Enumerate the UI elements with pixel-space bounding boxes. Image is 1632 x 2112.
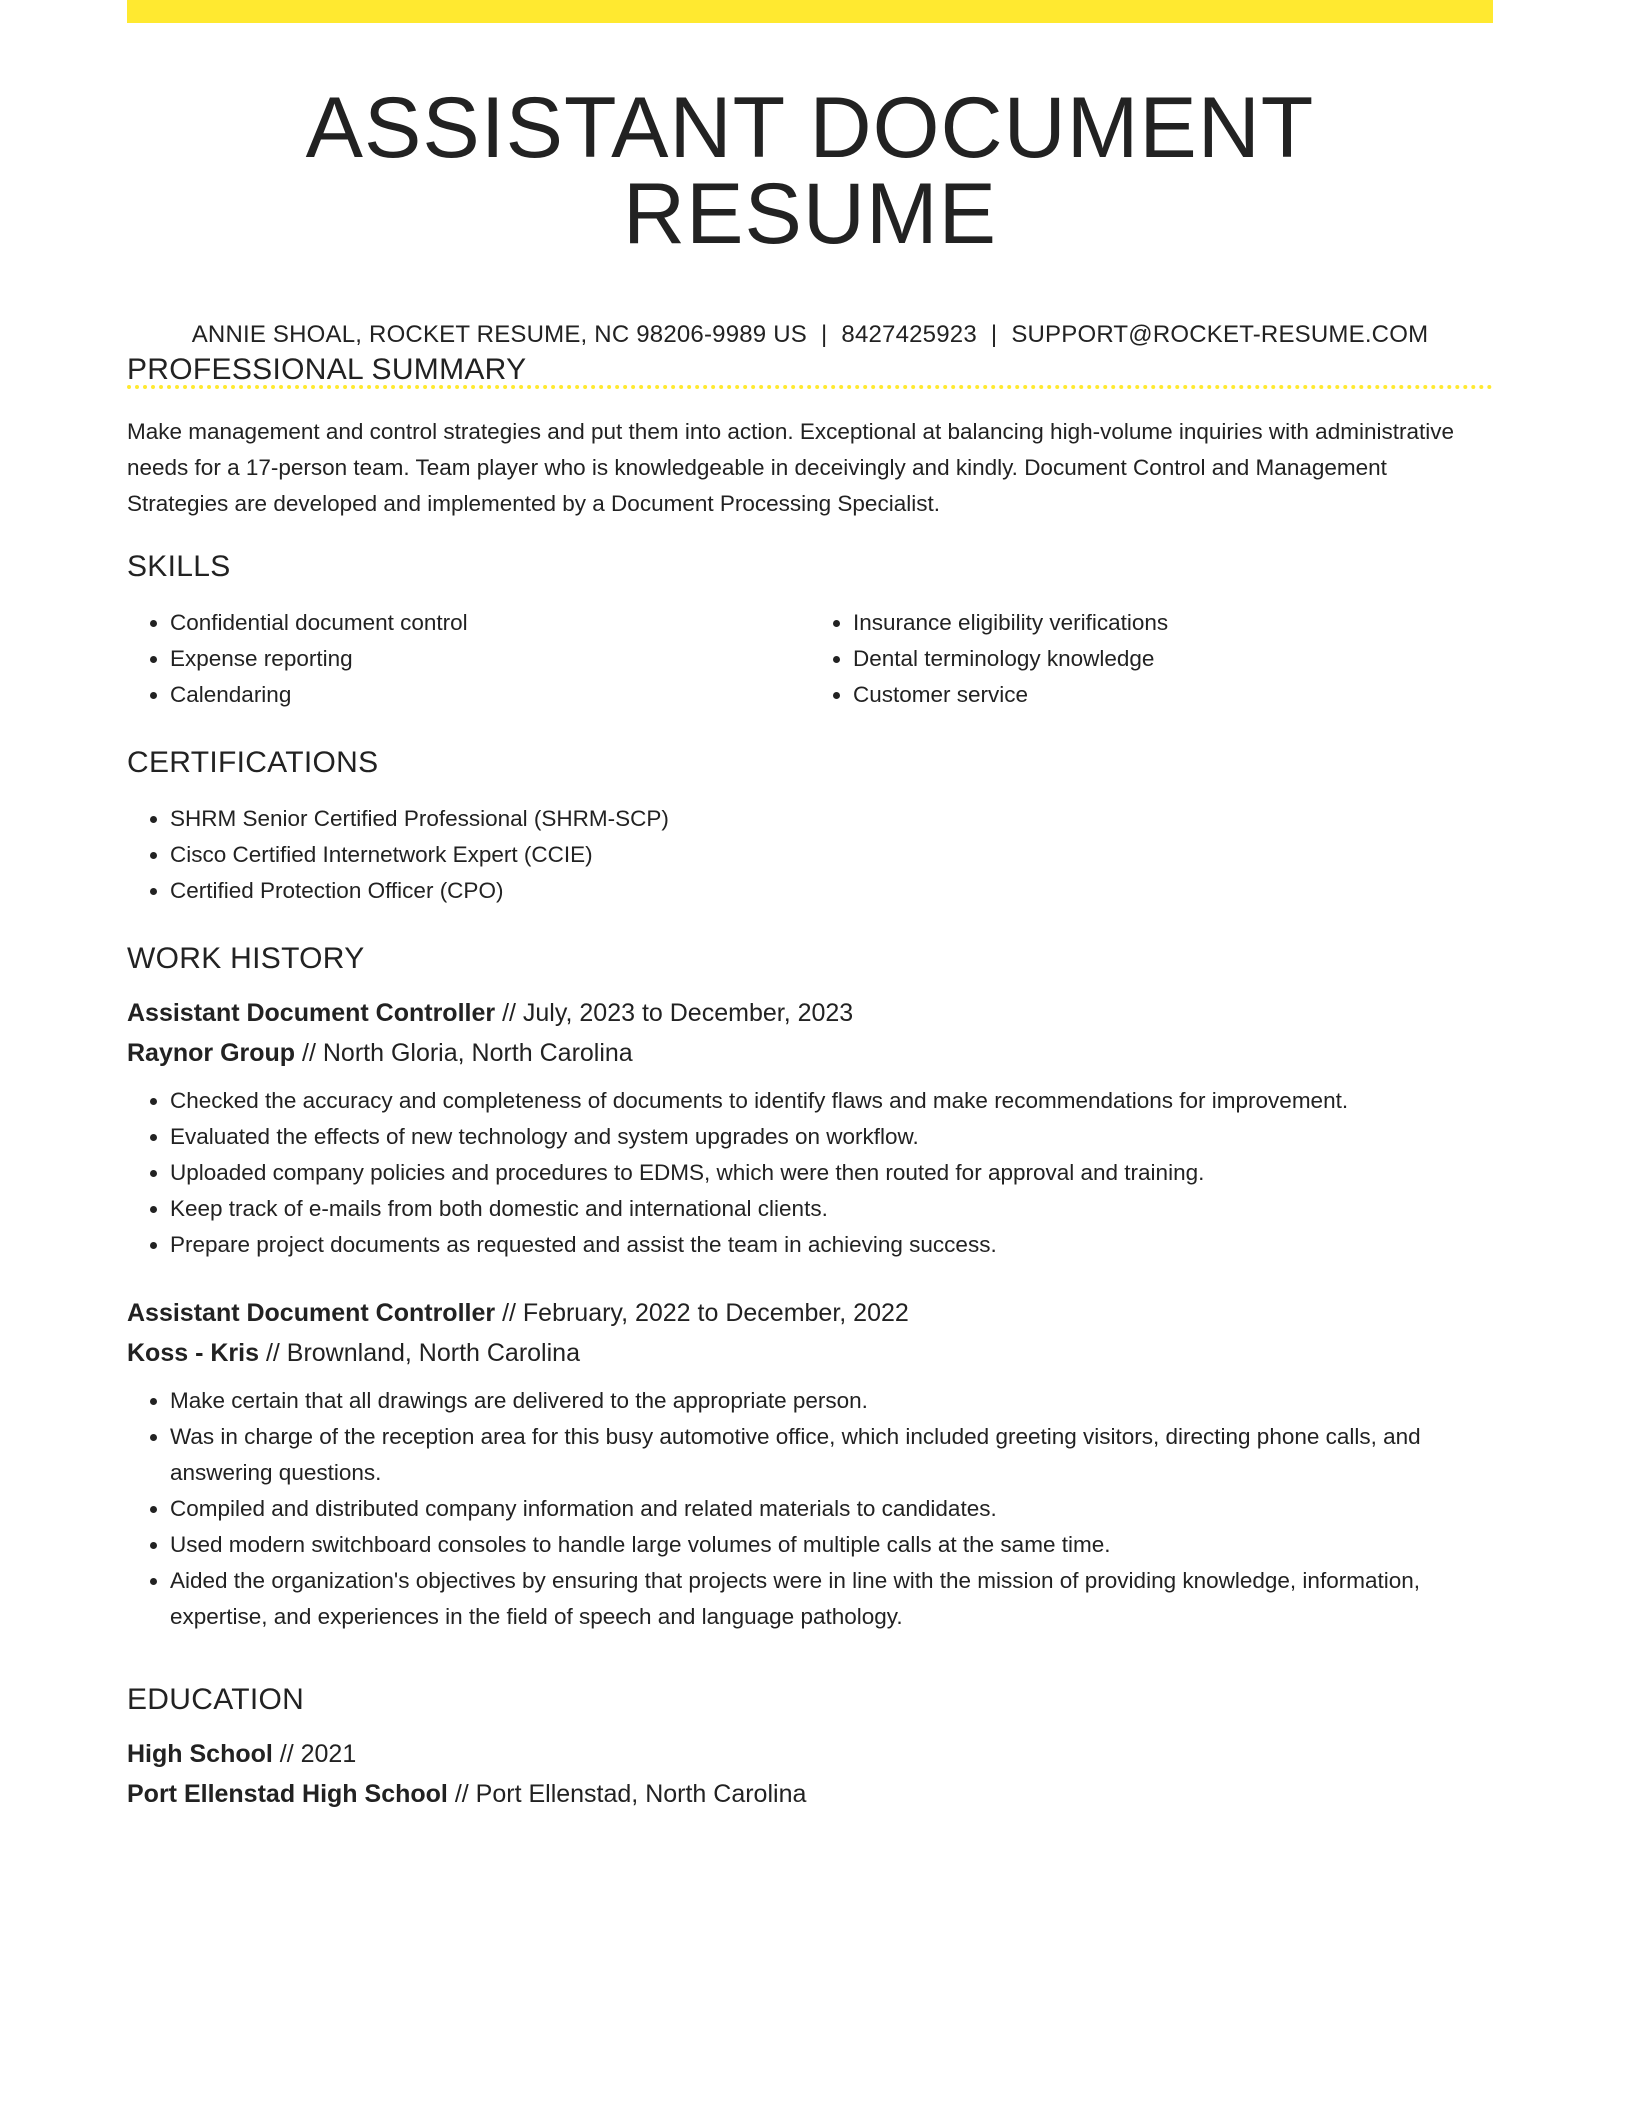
job-bullet: • Checked the accuracy and completeness of documents to identify flaws and make recommendations for improvement. — [170, 1083, 1493, 1119]
education-degree: High School — [127, 1740, 273, 1768]
job-company-line — [127, 1333, 1493, 1373]
job-bullet: • Was in charge of the reception area for this busy automotive office, which included greeting visitors, directing phone calls, and answering questions. — [170, 1419, 1493, 1491]
education-year: // 2021 — [279, 1740, 357, 1768]
skills-list-right — [810, 605, 1493, 713]
job-bullets — [127, 1383, 1493, 1635]
certification-item: • SHRM Senior Certified Professional (SHRM-SCP) — [170, 801, 1493, 837]
job-bullet: • Compiled and distributed company information and related materials to candidates. — [170, 1491, 1493, 1527]
contact-line — [127, 321, 1493, 349]
job-title-line — [127, 993, 1493, 1033]
job-bullet: • Used modern switchboard consoles to handle large volumes of multiple calls at the same time. — [170, 1527, 1493, 1563]
education-school: Port Ellenstad High School — [127, 1780, 448, 1808]
job-bullet: • Evaluated the effects of new technology and system upgrades on workflow. — [170, 1119, 1493, 1155]
section-heading-education: EDUCATION — [127, 1683, 305, 1716]
job-bullet: • Make certain that all drawings are delivered to the appropriate person. — [170, 1383, 1493, 1419]
resume-title: ASSISTANT DOCUMENT RESUME — [305, 80, 1315, 262]
education-school-line — [127, 1774, 1493, 1814]
accent-top-bar — [127, 0, 1493, 23]
skill-item: • Customer service — [853, 677, 1493, 713]
skill-item: • Calendaring — [170, 677, 810, 713]
job-dates: // February, 2022 to December, 2022 — [502, 1299, 909, 1327]
work-history-section — [127, 941, 1493, 1635]
job-title-line — [127, 1293, 1493, 1333]
job-title: Assistant Document Controller — [127, 1299, 496, 1327]
skill-item: • Expense reporting — [170, 641, 810, 677]
job-entry — [127, 1293, 1493, 1635]
certifications-list — [127, 801, 1493, 909]
job-company: Koss - Kris — [127, 1339, 259, 1367]
job-company-line — [127, 1033, 1493, 1073]
certification-item: • Cisco Certified Internetwork Expert (CCIE) — [170, 837, 1493, 873]
contact-address: ANNIE SHOAL, ROCKET RESUME, NC 98206-9989 US — [191, 321, 807, 348]
certification-item: • Certified Protection Officer (CPO) — [170, 873, 1493, 909]
section-heading-certifications: CERTIFICATIONS — [127, 746, 379, 779]
contact-phone: 8427425923 — [841, 321, 977, 348]
skills-section — [127, 549, 1493, 713]
skill-item: • Insurance eligibility verifications — [853, 605, 1493, 641]
skill-item: • Dental terminology knowledge — [853, 641, 1493, 677]
section-heading-skills: SKILLS — [127, 550, 231, 583]
job-location: // Brownland, North Carolina — [265, 1339, 580, 1367]
job-bullet: • Aided the organization's objectives by ensuring that projects were in line with the mission of providing knowledge, information, expertise, and experiences in the field of speech and language pathology. — [170, 1563, 1493, 1635]
section-heading-summary: PROFESSIONAL SUMMARY — [127, 353, 527, 386]
skills-list-left — [127, 605, 810, 713]
education-section — [127, 1682, 1493, 1814]
job-entry — [127, 993, 1493, 1263]
job-dates: // July, 2023 to December, 2023 — [502, 999, 854, 1027]
job-location: // North Gloria, North Carolina — [302, 1039, 633, 1067]
summary-text: Make management and control strategies and put them into action. Exceptional at balancing high-volume inquiries with administrative needs for a 17-person team. Team player who is knowledgeable in deceivingly and kindly. Document Control and Management Strategies are developed and implemented by a Document Processing Specialist. — [127, 419, 1454, 516]
job-bullet: • Prepare project documents as requested and assist the team in achieving success. — [170, 1227, 1493, 1263]
section-heading-work: WORK HISTORY — [127, 942, 365, 975]
education-degree-line — [127, 1734, 1493, 1774]
certifications-section — [127, 745, 1493, 909]
contact-separator: | — [820, 321, 828, 348]
skill-item: • Confidential document control — [170, 605, 810, 641]
job-title: Assistant Document Controller — [127, 999, 496, 1027]
skills-grid — [127, 605, 1493, 713]
resume-page — [127, 0, 1493, 1808]
job-bullet: • Keep track of e-mails from both domestic and international clients. — [170, 1191, 1493, 1227]
contact-separator: | — [990, 321, 998, 348]
job-bullets — [127, 1083, 1493, 1263]
education-location: // Port Ellenstad, North Carolina — [454, 1780, 807, 1808]
summary-section — [127, 352, 1493, 522]
job-bullet: • Uploaded company policies and procedures to EDMS, which were then routed for approval and training. — [170, 1155, 1493, 1191]
job-company: Raynor Group — [127, 1039, 296, 1067]
contact-email: SUPPORT@ROCKET-RESUME.COM — [1011, 321, 1429, 348]
